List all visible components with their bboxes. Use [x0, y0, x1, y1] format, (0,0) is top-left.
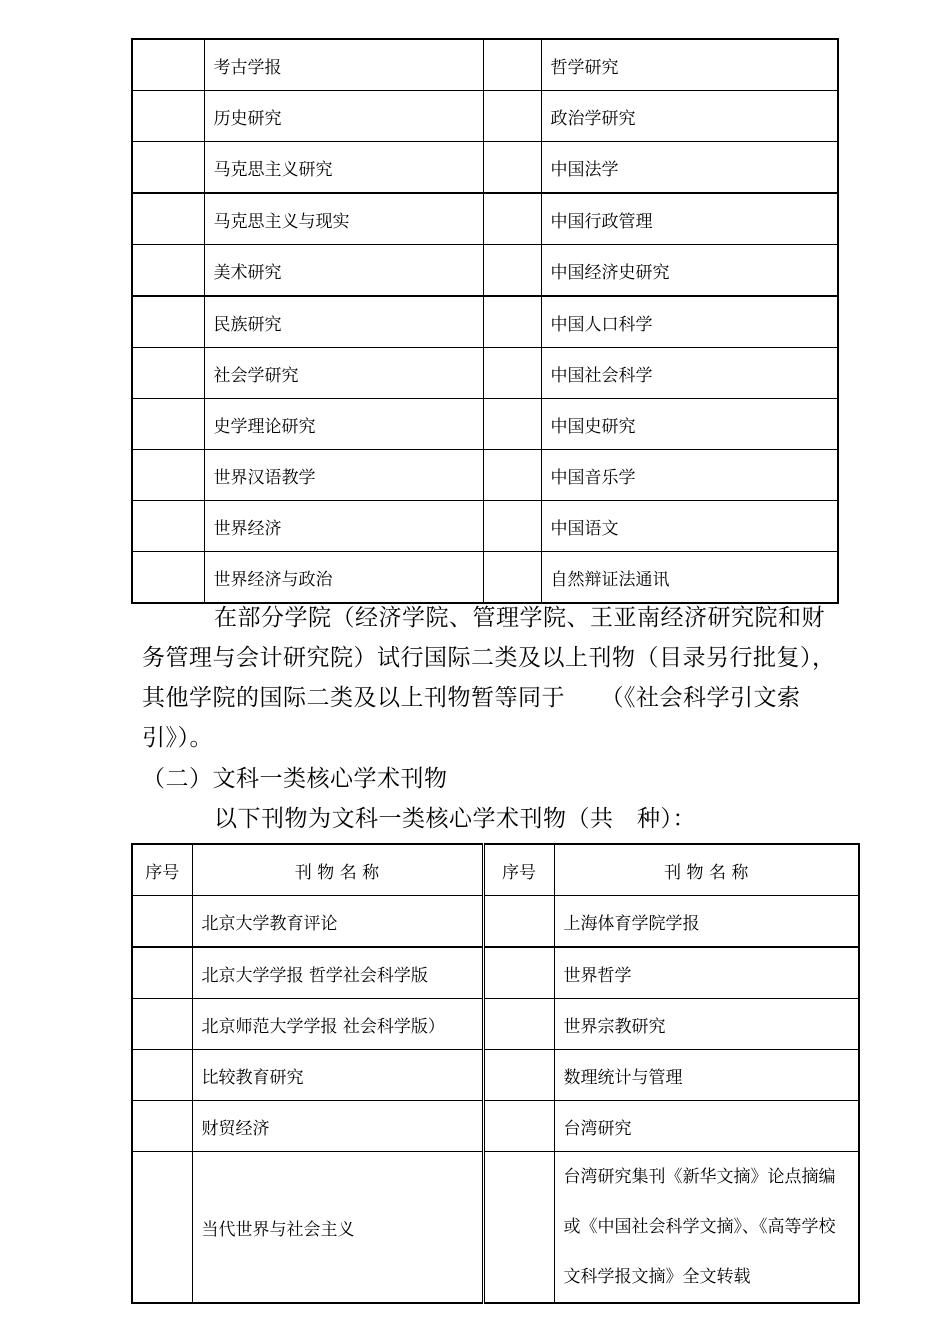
table-row — [132, 1152, 859, 1304]
serial-cell — [483, 501, 541, 552]
journal-name-cell: 数理统计与管理 — [554, 1050, 859, 1101]
serial-header: 序号 — [132, 844, 192, 896]
journal-name-cell: 哲学研究 — [541, 39, 838, 91]
serial-cell — [132, 39, 204, 91]
journal-name-cell: 世界宗教研究 — [554, 999, 859, 1050]
serial-cell — [483, 193, 541, 245]
serial-cell — [132, 947, 192, 999]
journal-name-cell: 中国社会科学 — [541, 348, 838, 399]
serial-cell — [132, 245, 204, 297]
serial-cell — [483, 91, 541, 142]
serial-cell — [483, 1101, 554, 1152]
serial-cell — [483, 1050, 554, 1101]
journal-name-cell: 世界经济与政治 — [204, 552, 483, 604]
serial-cell — [483, 999, 554, 1050]
table-row — [132, 142, 838, 194]
journal-name-cell: 美术研究 — [204, 245, 483, 297]
serial-cell — [132, 999, 192, 1050]
journal-name-cell: 民族研究 — [204, 296, 483, 348]
table-row — [132, 552, 838, 604]
journal-name-cell: 中国语文 — [541, 501, 838, 552]
serial-cell — [132, 450, 204, 501]
table-row — [132, 399, 838, 450]
serial-cell — [483, 896, 554, 948]
serial-cell — [483, 399, 541, 450]
journal-name-header: 刊 物 名 称 — [554, 844, 859, 896]
journal-name-cell: 比较教育研究 — [192, 1050, 483, 1101]
table-row — [132, 947, 859, 999]
serial-cell — [132, 296, 204, 348]
journal-name-cell: 马克思主义研究 — [204, 142, 483, 194]
journal-name-cell: 上海体育学院学报 — [554, 896, 859, 948]
table-row — [132, 348, 838, 399]
journal-name-cell: 自然辩证法通讯 — [541, 552, 838, 604]
journal-name-cell: 北京师范大学学报 社会科学版） — [192, 999, 483, 1050]
journal-name-cell: 北京大学教育评论 — [192, 896, 483, 948]
table-row — [132, 501, 838, 552]
journal-name-cell: 马克思主义与现实 — [204, 193, 483, 245]
journal-name-cell: 世界哲学 — [554, 947, 859, 999]
serial-cell — [132, 91, 204, 142]
serial-cell — [483, 348, 541, 399]
journal-table-core — [131, 843, 860, 1304]
journal-name-cell: 台湾研究集刊《新华文摘》论点摘编或《中国社会科学文摘》、《高等学校文科学报文摘》全文转载 — [554, 1152, 859, 1304]
serial-cell — [483, 245, 541, 297]
table-row — [132, 896, 859, 948]
serial-cell — [132, 348, 204, 399]
journal-name-cell: 社会学研究 — [204, 348, 483, 399]
journal-name-cell: 中国经济史研究 — [541, 245, 838, 297]
journal-name-cell: 中国行政管理 — [541, 193, 838, 245]
table-header-row — [132, 844, 859, 896]
journal-name-cell: 中国史研究 — [541, 399, 838, 450]
table-row — [132, 296, 838, 348]
section-heading: （二）文科一类核心学术刊物 — [142, 766, 448, 792]
table-row — [132, 999, 859, 1050]
journal-name-cell: 财贸经济 — [192, 1101, 483, 1152]
body-paragraph: 以下刊物为文科一类核心学术刊物（共 种）： — [214, 806, 696, 832]
journal-name-cell: 世界经济 — [204, 501, 483, 552]
journal-name-cell: 中国人口科学 — [541, 296, 838, 348]
serial-cell — [483, 450, 541, 501]
table-row — [132, 193, 838, 245]
serial-cell — [132, 501, 204, 552]
serial-cell — [132, 1101, 192, 1152]
journal-name-cell: 历史研究 — [204, 91, 483, 142]
serial-cell — [132, 142, 204, 194]
journal-name-header: 刊 物 名 称 — [192, 844, 483, 896]
serial-cell — [483, 142, 541, 194]
journal-table-top — [131, 38, 839, 604]
table-row — [132, 245, 838, 297]
journal-name-cell: 中国音乐学 — [541, 450, 838, 501]
serial-cell — [483, 296, 541, 348]
body-paragraph: 在部分学院（经济学院、管理学院、王亚南经济研究院和财务管理与会计研究院）试行国际二类及以上刊物（目录另行批复），其他学院的国际二类及以上刊物暂等同于 （《社会科学引文索引》）。 — [142, 605, 836, 751]
table-row — [132, 450, 838, 501]
journal-name-cell: 考古学报 — [204, 39, 483, 91]
table-row — [132, 1050, 859, 1101]
serial-cell — [483, 39, 541, 91]
serial-cell — [132, 552, 204, 604]
table-row — [132, 1101, 859, 1152]
journal-name-cell: 当代世界与社会主义 — [192, 1152, 483, 1304]
table-row — [132, 39, 838, 91]
serial-cell — [132, 896, 192, 948]
serial-cell — [483, 1152, 554, 1304]
table-row — [132, 91, 838, 142]
serial-cell — [483, 947, 554, 999]
serial-cell — [132, 1050, 192, 1101]
journal-name-cell: 政治学研究 — [541, 91, 838, 142]
journal-name-cell: 中国法学 — [541, 142, 838, 194]
serial-cell — [483, 552, 541, 604]
serial-cell — [132, 193, 204, 245]
journal-name-cell: 台湾研究 — [554, 1101, 859, 1152]
serial-cell — [132, 1152, 192, 1304]
journal-name-cell: 史学理论研究 — [204, 399, 483, 450]
serial-header: 序号 — [483, 844, 554, 896]
serial-cell — [132, 399, 204, 450]
journal-name-cell: 世界汉语教学 — [204, 450, 483, 501]
journal-name-cell: 北京大学学报 哲学社会科学版 — [192, 947, 483, 999]
